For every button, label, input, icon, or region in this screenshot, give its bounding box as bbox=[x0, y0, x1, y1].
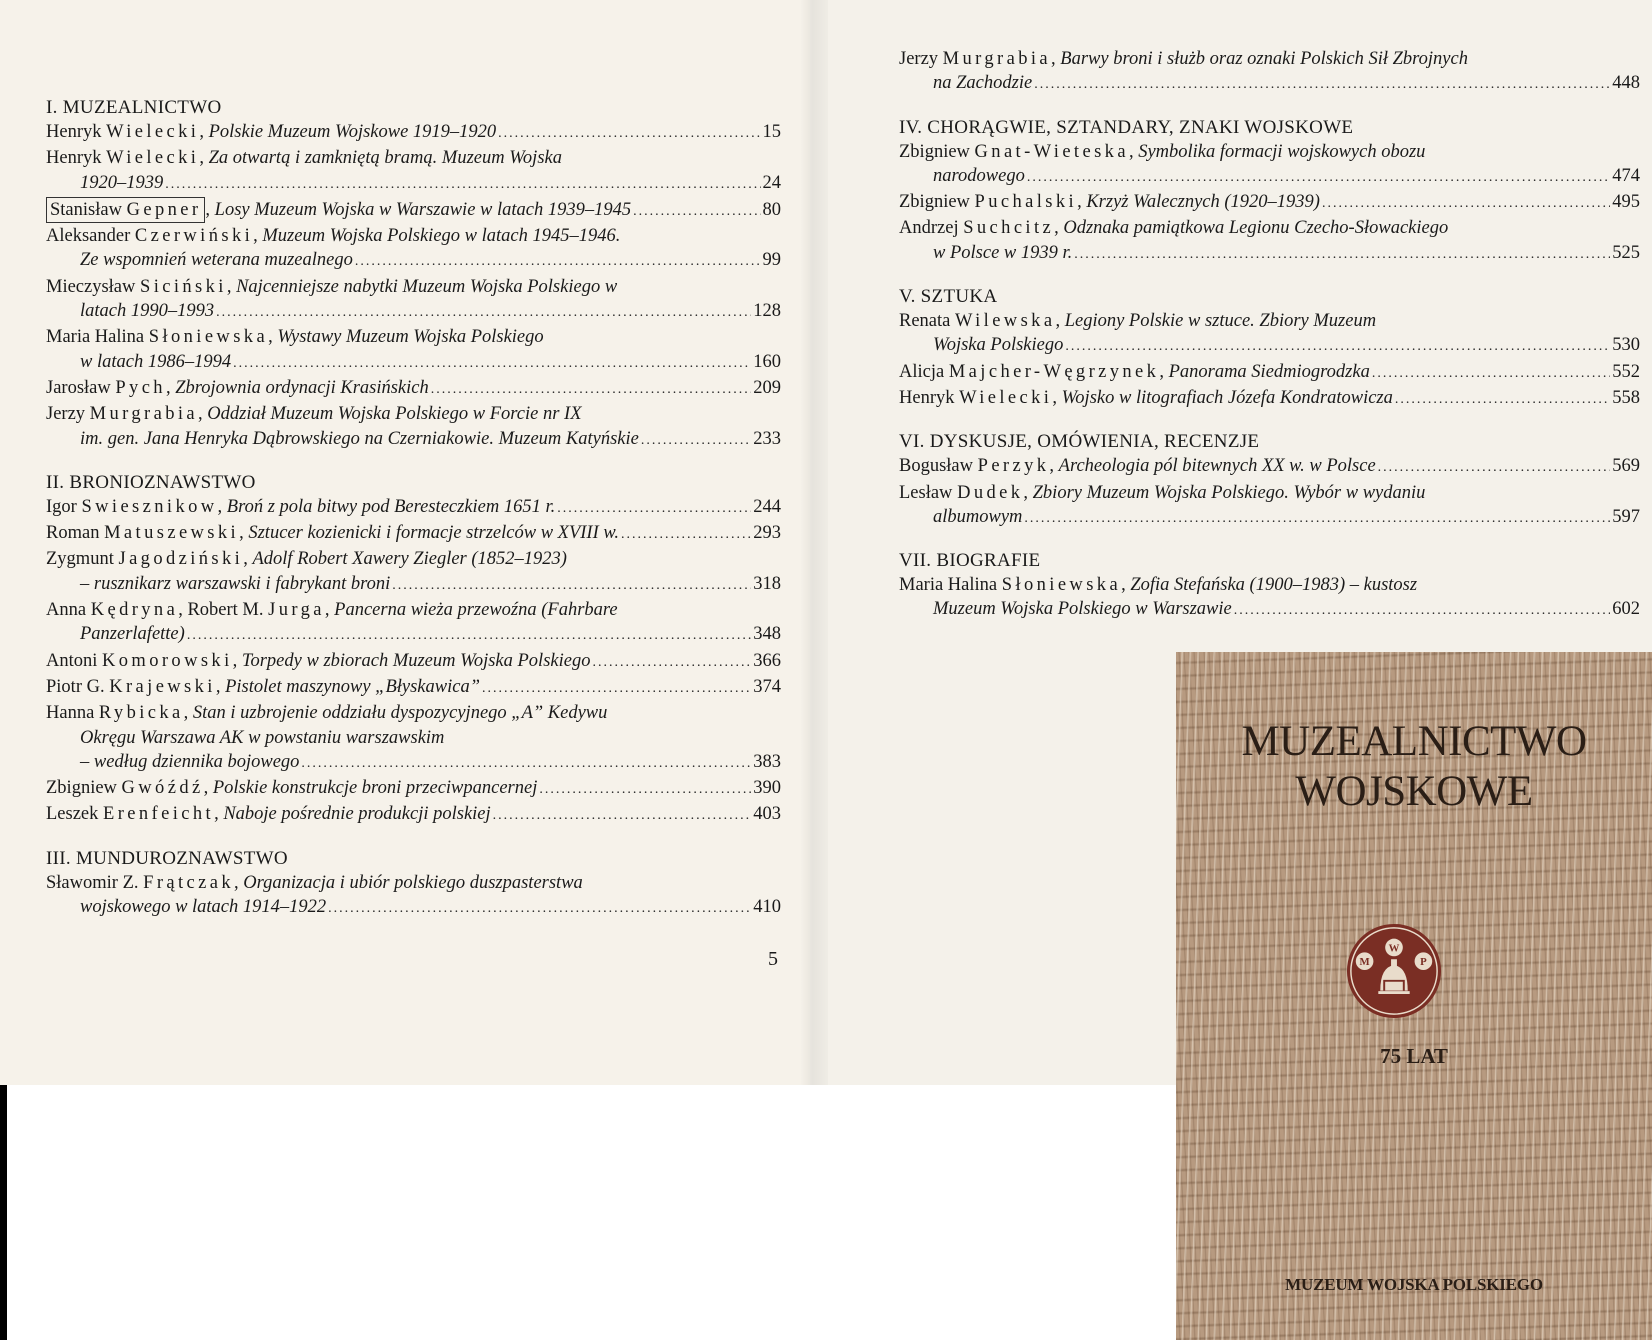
author-first-name: Zbigniew bbox=[899, 192, 970, 213]
entry-title-continued: wojskowego w latach 1914–1922 bbox=[80, 897, 327, 918]
entry-page-number: 597 bbox=[1612, 506, 1640, 527]
author-surname: Gwóźdź bbox=[121, 778, 204, 799]
cover-title-line-1: MUZEALNICTWO bbox=[1241, 718, 1587, 765]
author-first-name: Bogusław bbox=[899, 456, 973, 477]
author-first-name: Henryk bbox=[46, 122, 102, 142]
entry-page-number: 348 bbox=[753, 624, 781, 645]
author-first-name: Zbigniew bbox=[899, 141, 970, 162]
toc-entry-first-line: Zygmunt Jagodziński , Adolf Robert Xawery Ziegler (1852–1923) bbox=[46, 547, 781, 571]
toc-entry-last-line bbox=[46, 248, 781, 274]
leader-dots bbox=[216, 301, 751, 325]
author-name bbox=[46, 776, 204, 800]
entry-title-continued: albumowym bbox=[933, 506, 1023, 527]
leader-dots bbox=[392, 574, 751, 598]
entry-page-number: 530 bbox=[1612, 335, 1640, 356]
entry-page-number: 558 bbox=[1612, 387, 1640, 408]
toc-entry bbox=[46, 701, 781, 776]
author-first-name: Henryk bbox=[46, 148, 102, 169]
leader-dots bbox=[1024, 507, 1610, 531]
toc-entry bbox=[46, 146, 781, 197]
toc-entry-first-line: Leszek Erenfeicht , Naboje pośrednie produkcji polskiej ..... 403 bbox=[46, 802, 781, 828]
author-name bbox=[46, 871, 234, 895]
author-name bbox=[46, 146, 199, 170]
coauthor-first-name: Robert M. bbox=[187, 600, 264, 621]
toc-entry-first-line: Aleksander Czerwiński , Muzeum Wojska Polskiego w latach 1945–1946. bbox=[46, 224, 781, 248]
entry-title: Adolf Robert Xawery Ziegler (1852–1923) bbox=[252, 549, 567, 570]
toc-entry-last-line bbox=[46, 895, 781, 921]
author-first-name: Zygmunt bbox=[46, 549, 114, 570]
toc-entry-first-line: Renata Wilewska , Legiony Polskie w sztuce. Zbiory Muzeum bbox=[899, 309, 1640, 333]
author-name bbox=[46, 275, 227, 299]
author-first-name: Henryk bbox=[899, 387, 955, 408]
author-name bbox=[46, 197, 205, 223]
entry-page-number: 293 bbox=[753, 523, 781, 544]
author-surname: Majcher-Węgrzynek bbox=[948, 361, 1160, 382]
toc-entry-first-line: Andrzej Suchcitz , Odznaka pamiątkowa Legionu Czecho-Słowackiego bbox=[899, 216, 1640, 240]
toc-right-column bbox=[899, 47, 1640, 642]
entry-title: Krzyż Walecznych (1920–1939) bbox=[1086, 192, 1320, 213]
author-name bbox=[899, 216, 1054, 240]
entry-page-number: 80 bbox=[762, 199, 781, 220]
author-first-name: Mieczysław bbox=[46, 276, 136, 297]
section-heading: VII. BIOGRAFIE bbox=[899, 550, 1041, 572]
entry-title-continued: – rusznikarz warszawski i fabrykant broni bbox=[80, 573, 391, 594]
toc-entry-last-line bbox=[899, 333, 1640, 359]
entry-title: Legiony Polskie w sztuce. Zbiory Muzeum bbox=[1064, 311, 1377, 332]
author-surname: Rybicka bbox=[98, 703, 184, 724]
author-first-name: Jerzy bbox=[46, 404, 86, 425]
toc-entry-first-line: Roman Matuszewski , Sztucer kozienicki i formacje strzelców w XVIII w. ..... 293 bbox=[46, 521, 781, 547]
author-name bbox=[899, 454, 1049, 478]
toc-entry-first-line: Sławomir Z. Frątczak , Organizacja i ubiór polskiego duszpasterstwa bbox=[46, 871, 781, 895]
section-heading: II. BRONIOZNAWSTWO bbox=[46, 471, 256, 493]
author-surname: Krajewski bbox=[109, 676, 216, 697]
entry-title: Odznaka pamiątkowa Legionu Czecho-Słowackiego bbox=[1063, 218, 1449, 239]
leader-dots bbox=[187, 624, 751, 648]
toc-entry-first-line: Maria Halina Słoniewska , Wystawy Muzeum Wojska Polskiego bbox=[46, 325, 781, 349]
toc-entry bbox=[46, 402, 781, 453]
blank-area bbox=[7, 1085, 1180, 1340]
toc-entry-last-line bbox=[899, 505, 1640, 531]
author-surname: Erenfeicht bbox=[103, 804, 215, 825]
entry-title: Stan i uzbrojenie oddziału dyspozycyjnego „A” Kedywu bbox=[192, 703, 608, 724]
toc-entry-first-line: Jarosław Pych , Zbrojownia ordynacji Krasińskich ..... 209 bbox=[46, 376, 781, 402]
author-name bbox=[899, 360, 1159, 384]
entry-title-continued: Muzeum Wojska Polskiego w Warszawie bbox=[933, 599, 1232, 620]
author-first-name: Jerzy bbox=[899, 49, 939, 69]
entry-page-number: 374 bbox=[753, 676, 781, 697]
toc-entry-first-line: Lesław Dudek , Zbiory Muzeum Wojska Polskiego. Wybór w wydaniu bbox=[899, 481, 1640, 505]
entry-title: Archeologia pól bitewnych XX w. w Polsce bbox=[1058, 456, 1376, 477]
toc-entry-first-line: Piotr G. Krajewski , Pistolet maszynowy „Błyskawica” ..... 374 bbox=[46, 675, 781, 701]
entry-page-number: 160 bbox=[753, 351, 781, 372]
leader-dots bbox=[1395, 388, 1610, 412]
toc-entry bbox=[899, 454, 1640, 480]
toc-entry bbox=[899, 216, 1640, 267]
toc-entry-last-line bbox=[899, 71, 1640, 97]
toc-entry bbox=[899, 190, 1640, 216]
svg-text:W: W bbox=[1388, 942, 1400, 955]
author-surname: Wilewska bbox=[955, 311, 1056, 332]
author-first-name: Piotr G. bbox=[46, 676, 105, 697]
entry-title: Zbrojownia ordynacji Krasińskich bbox=[175, 377, 429, 398]
toc-entry bbox=[46, 598, 781, 649]
toc-entry bbox=[46, 120, 781, 146]
toc-entry bbox=[46, 325, 781, 376]
author-name bbox=[46, 224, 253, 248]
entry-page-number: 15 bbox=[762, 122, 781, 142]
leader-dots bbox=[1065, 335, 1610, 359]
svg-text:M: M bbox=[1359, 956, 1370, 969]
leader-dots bbox=[633, 200, 760, 224]
toc-entry-first-line: Alicja Majcher-Węgrzynek , Panorama Siedmiogrodzka ..... 552 bbox=[899, 360, 1640, 386]
author-surname: Gepner bbox=[126, 199, 202, 220]
toc-entry-first-line: Zbigniew Puchalski , Krzyż Walecznych (1920–1939) ..... 495 bbox=[899, 190, 1640, 216]
entry-page-number: 383 bbox=[753, 751, 781, 772]
leader-dots bbox=[1074, 243, 1610, 267]
toc-entry-first-line: Jerzy Murgrabia , Barwy broni i służb oraz oznaki Polskich Sił Zbrojnych bbox=[899, 47, 1640, 71]
entry-title: Naboje pośrednie produkcji polskiej bbox=[223, 804, 491, 825]
entry-title: Polskie konstrukcje broni przeciwpancernej bbox=[212, 778, 538, 799]
toc-entry bbox=[46, 224, 781, 275]
author-surname: Frątczak bbox=[143, 872, 235, 893]
author-name bbox=[46, 325, 268, 349]
author-surname: Perzyk bbox=[977, 456, 1050, 477]
author-first-name: Maria Halina bbox=[46, 327, 145, 348]
toc-section bbox=[46, 471, 781, 829]
toc-entry-first-line: Anna Kędryna , Robert M. Jurga , Pancerna wieża przewoźna (Fahrbare bbox=[46, 598, 781, 622]
toc-entry bbox=[899, 386, 1640, 412]
section-heading: V. SZTUKA bbox=[899, 286, 998, 308]
toc-entry-first-line: Mieczysław Siciński , Najcenniejsze nabytki Muzeum Wojska Polskiego w bbox=[46, 275, 781, 299]
book-cover bbox=[1176, 652, 1652, 1340]
entry-title-continued: Wojska Polskiego bbox=[933, 335, 1064, 356]
toc-section bbox=[899, 47, 1640, 98]
entry-title-continued: na Zachodzie bbox=[933, 73, 1033, 94]
cover-title bbox=[1176, 717, 1652, 817]
book-gutter bbox=[800, 0, 828, 1085]
leader-dots bbox=[592, 651, 751, 675]
leader-dots bbox=[539, 778, 751, 802]
leader-dots bbox=[493, 804, 752, 828]
entry-title-continued: – według dziennika bojowego bbox=[80, 751, 300, 772]
toc-entry bbox=[899, 360, 1640, 386]
leader-dots bbox=[328, 897, 751, 921]
entry-page-number: 495 bbox=[1612, 192, 1640, 213]
entry-page-number: 474 bbox=[1612, 165, 1640, 186]
entry-page-number: 209 bbox=[753, 377, 781, 398]
page-number: 5 bbox=[768, 948, 778, 970]
toc-entry-first-line: Bogusław Perzyk , Archeologia pól bitewnych XX w. w Polsce ..... 569 bbox=[899, 454, 1640, 480]
author-name bbox=[899, 140, 1129, 164]
svg-text:P: P bbox=[1420, 956, 1427, 969]
author-surname: Dudek bbox=[957, 482, 1024, 503]
author-first-name: Hanna bbox=[46, 703, 95, 724]
entry-title: Pistolet maszynowy „Błyskawica” bbox=[225, 676, 480, 697]
entry-page-number: 448 bbox=[1612, 73, 1640, 94]
toc-entry-last-line bbox=[46, 171, 781, 197]
author-surname: Komorowski bbox=[102, 650, 233, 671]
author-name bbox=[46, 495, 218, 519]
leader-dots bbox=[1234, 599, 1611, 623]
author-name bbox=[899, 47, 1051, 71]
toc-entry bbox=[46, 275, 781, 326]
entry-title-continued: Panzerlafette) bbox=[80, 624, 185, 645]
entry-title: Muzeum Wojska Polskiego w latach 1945–1946. bbox=[262, 226, 621, 247]
entry-page-number: 99 bbox=[762, 250, 781, 271]
entry-title: Symbolika formacji wojskowych obozu bbox=[1138, 141, 1426, 162]
entry-title: Oddział Muzeum Wojska Polskiego w Forcie nr IX bbox=[207, 404, 582, 425]
entry-title: Polskie Muzeum Wojskowe 1919–1920 bbox=[208, 122, 497, 142]
toc-entry-first-line: Antoni Komorowski , Torpedy w zbiorach Muzeum Wojska Polskiego ..... 366 bbox=[46, 649, 781, 675]
author-name bbox=[46, 547, 243, 571]
section-heading: I. MUZEALNICTWO bbox=[46, 97, 222, 118]
author-name bbox=[46, 701, 184, 725]
entry-title: Panorama Siedmiogrodzka bbox=[1168, 361, 1370, 382]
entry-page-number: 244 bbox=[753, 496, 781, 517]
toc-entry bbox=[46, 376, 781, 402]
author-surname: Swiesznikow bbox=[81, 496, 218, 517]
entry-page-number: 233 bbox=[753, 428, 781, 449]
section-heading: III. MUNDUROZNAWSTWO bbox=[46, 847, 288, 869]
author-surname: Siciński bbox=[140, 276, 227, 297]
author-name bbox=[46, 802, 214, 826]
coauthor-surname: Jurga bbox=[268, 600, 325, 621]
leader-dots bbox=[621, 523, 751, 547]
entry-page-number: 318 bbox=[753, 573, 781, 594]
author-surname: Suchcitz bbox=[963, 218, 1055, 239]
author-first-name: Maria Halina bbox=[899, 575, 998, 596]
toc-entry bbox=[899, 47, 1640, 98]
toc-entry-first-line: Henryk Wielecki , Wojsko w litografiach Józefa Kondratowicza ..... 558 bbox=[899, 386, 1640, 412]
toc-entry bbox=[46, 675, 781, 701]
author-name bbox=[46, 376, 166, 400]
entry-title: Zbiory Muzeum Wojska Polskiego. Wybór w wydaniu bbox=[1032, 482, 1426, 503]
toc-entry bbox=[899, 140, 1640, 191]
entry-title: Wystawy Muzeum Wojska Polskiego bbox=[277, 327, 544, 348]
leader-dots bbox=[233, 352, 751, 376]
toc-section bbox=[899, 430, 1640, 531]
toc-entry bbox=[46, 521, 781, 547]
leader-dots bbox=[482, 677, 751, 701]
toc-entry-last-line bbox=[46, 427, 781, 453]
author-surname: Puchalski bbox=[974, 192, 1078, 213]
entry-title: Broń z pola bitwy pod Beresteczkiem 1651 r. bbox=[226, 496, 556, 517]
author-name bbox=[899, 481, 1023, 505]
entry-title: Wojsko w litografiach Józefa Kondratowicza bbox=[1061, 387, 1393, 408]
leader-dots bbox=[431, 378, 752, 402]
toc-entry bbox=[46, 495, 781, 521]
leader-dots bbox=[641, 429, 751, 453]
toc-left-column bbox=[46, 96, 781, 939]
toc-entry-last-line bbox=[46, 350, 781, 376]
toc-entry-last-line bbox=[899, 241, 1640, 267]
toc-entry-first-line: Stanisław Gepner , Losy Muzeum Wojska w Warszawie w latach 1939–1945 ..... 80 bbox=[46, 197, 781, 224]
entry-title-continued: w latach 1986–1994 bbox=[80, 351, 232, 372]
toc-entry-first-line: Zbigniew Gwóźdź , Polskie konstrukcje broni przeciwpancernej ..... 390 bbox=[46, 776, 781, 802]
author-first-name: Alicja bbox=[899, 361, 945, 382]
entry-page-number: 410 bbox=[753, 897, 781, 918]
toc-entry bbox=[46, 197, 781, 224]
author-surname: Jagodziński bbox=[118, 549, 244, 570]
entry-title: Torpedy w zbiorach Muzeum Wojska Polskiego bbox=[241, 650, 591, 671]
author-name bbox=[46, 402, 198, 426]
toc-section bbox=[899, 285, 1640, 412]
toc-entry bbox=[899, 573, 1640, 624]
leader-dots bbox=[1034, 73, 1610, 97]
toc-entry-first-line: Henryk Wielecki , Polskie Muzeum Wojskowe 1919–1920 ..... 15 bbox=[46, 120, 781, 146]
author-name bbox=[899, 386, 1052, 410]
toc-entry-first-line: Hanna Rybicka , Stan i uzbrojenie oddziału dyspozycyjnego „A” Kedywu bbox=[46, 701, 781, 725]
toc-entry-last-line bbox=[46, 299, 781, 325]
toc-entry-last-line bbox=[46, 622, 781, 648]
author-first-name: Jarosław bbox=[46, 377, 111, 398]
leader-dots bbox=[557, 497, 751, 521]
entry-page-number: 569 bbox=[1612, 456, 1640, 477]
author-first-name: Leszek bbox=[46, 804, 99, 825]
entry-page-number: 366 bbox=[753, 650, 781, 671]
author-name bbox=[46, 598, 178, 622]
toc-entry bbox=[46, 802, 781, 828]
entry-title: Sztucer kozienicki i formacje strzelców w XVIII w. bbox=[248, 523, 619, 544]
leader-dots bbox=[1322, 192, 1610, 216]
entry-page-number: 24 bbox=[762, 172, 781, 193]
museum-emblem-icon bbox=[1345, 922, 1443, 1020]
section-heading: IV. CHORĄGWIE, SZTANDARY, ZNAKI WOJSKOWE bbox=[899, 116, 1354, 138]
toc-section bbox=[46, 96, 781, 453]
entry-title-continued: 1920–1939 bbox=[80, 172, 164, 193]
entry-title: Zofia Stefańska (1900–1983) – kustosz bbox=[1130, 575, 1418, 596]
entry-page-number: 552 bbox=[1612, 361, 1640, 382]
toc-entry bbox=[46, 871, 781, 922]
author-surname: Kędryna bbox=[90, 600, 179, 621]
leader-dots bbox=[355, 250, 761, 274]
cover-anniversary-label: 75 LAT bbox=[1380, 1044, 1448, 1068]
author-surname: Murgrabia bbox=[89, 404, 199, 425]
toc-entry-first-line: Jerzy Murgrabia , Oddział Muzeum Wojska Polskiego w Forcie nr IX bbox=[46, 402, 781, 426]
toc-entry-first-line: Henryk Wielecki , Za otwartą i zamkniętą bramą. Muzeum Wojska bbox=[46, 146, 781, 170]
entry-page-number: 525 bbox=[1612, 242, 1640, 263]
cover-publisher: MUZEUM WOJSKA POLSKIEGO bbox=[1285, 1275, 1543, 1294]
author-first-name: Zbigniew bbox=[46, 778, 117, 799]
author-surname: Pych bbox=[115, 377, 166, 398]
author-name bbox=[899, 190, 1077, 214]
toc-section bbox=[46, 847, 781, 922]
author-surname: Wielecki bbox=[959, 387, 1053, 408]
author-surname: Słoniewska bbox=[148, 327, 269, 348]
entry-page-number: 390 bbox=[753, 778, 781, 799]
leader-dots bbox=[1372, 362, 1610, 386]
entry-title: Pancerna wieża przewoźna (Fahrbare bbox=[334, 600, 618, 621]
entry-title-continued: latach 1990–1993 bbox=[80, 301, 215, 322]
author-surname: Matuszewski bbox=[104, 523, 240, 544]
toc-entry bbox=[899, 481, 1640, 532]
author-first-name: Antoni bbox=[46, 650, 98, 671]
author-surname: Czerwiński bbox=[134, 226, 254, 247]
entry-title-continued: narodowego bbox=[933, 165, 1025, 186]
toc-entry-last-line bbox=[899, 597, 1640, 623]
author-surname: Wielecki bbox=[106, 122, 200, 142]
author-surname: Wielecki bbox=[106, 148, 200, 169]
author-surname: Gnat-Wieteska bbox=[974, 141, 1129, 162]
toc-entry bbox=[46, 547, 781, 598]
author-first-name: Anna bbox=[46, 600, 87, 621]
entry-title-continued: Okręgu Warszawa AK w powstaniu warszawskim bbox=[80, 727, 445, 748]
toc-section bbox=[899, 116, 1640, 267]
author-surname: Słoniewska bbox=[1001, 575, 1122, 596]
author-first-name: Roman bbox=[46, 523, 100, 544]
toc-entry-last-line bbox=[46, 572, 781, 598]
author-first-name: Andrzej bbox=[899, 218, 959, 239]
entry-title: Najcenniejsze nabytki Muzeum Wojska Polskiego w bbox=[236, 276, 618, 297]
section-heading: VI. DYSKUSJE, OMÓWIENIA, RECENZJE bbox=[899, 431, 1260, 453]
entry-title-continued: Ze wspomnień weterana muzealnego bbox=[80, 250, 353, 271]
entry-page-number: 128 bbox=[753, 301, 781, 322]
author-name bbox=[899, 573, 1121, 597]
author-name bbox=[899, 309, 1055, 333]
leader-dots bbox=[498, 122, 760, 146]
entry-page-number: 602 bbox=[1612, 599, 1640, 620]
author-name bbox=[46, 649, 233, 673]
toc-entry-last-line bbox=[899, 164, 1640, 190]
author-first-name: Stanisław bbox=[50, 199, 122, 220]
entry-title: Organizacja i ubiór polskiego duszpasterstwa bbox=[243, 872, 583, 893]
author-first-name: Aleksander bbox=[46, 226, 131, 247]
toc-entry-continuation bbox=[46, 726, 781, 750]
author-surname: Murgrabia bbox=[942, 49, 1052, 69]
toc-entry bbox=[46, 649, 781, 675]
author-first-name: Renata bbox=[899, 311, 951, 332]
cover-title-line-2: WOJSKOWE bbox=[1295, 768, 1533, 815]
toc-entry-last-line bbox=[46, 750, 781, 776]
toc-entry-first-line: Igor Swiesznikow , Broń z pola bitwy pod Beresteczkiem 1651 r. ..... 244 bbox=[46, 495, 781, 521]
toc-entry bbox=[899, 309, 1640, 360]
leader-dots bbox=[301, 752, 751, 776]
entry-title: Za otwartą i zamkniętą bramą. Muzeum Wojska bbox=[208, 148, 562, 169]
author-name bbox=[46, 521, 239, 545]
entry-title-continued: im. gen. Jana Henryka Dąbrowskiego na Czerniakowie. Muzeum Katyńskie bbox=[80, 428, 639, 449]
toc-section bbox=[899, 549, 1640, 624]
leader-dots bbox=[1027, 166, 1610, 190]
author-name bbox=[46, 675, 216, 699]
author-first-name: Lesław bbox=[899, 482, 953, 503]
toc-entry-first-line: Maria Halina Słoniewska , Zofia Stefańska (1900–1983) – kustosz bbox=[899, 573, 1640, 597]
leader-dots bbox=[165, 173, 760, 197]
leader-dots bbox=[1378, 456, 1611, 480]
entry-title-continued: w Polsce w 1939 r. bbox=[933, 242, 1073, 263]
author-name bbox=[46, 120, 199, 144]
author-first-name: Sławomir Z. bbox=[46, 872, 139, 893]
entry-title: Losy Muzeum Wojska w Warszawie w latach 1939–1945 bbox=[214, 199, 632, 220]
toc-entry-first-line: Zbigniew Gnat-Wieteska , Symbolika formacji wojskowych obozu bbox=[899, 140, 1640, 164]
author-first-name: Igor bbox=[46, 496, 77, 517]
toc-entry bbox=[46, 776, 781, 802]
entry-page-number: 403 bbox=[753, 804, 781, 825]
entry-title: Barwy broni i służb oraz oznaki Polskich Sił Zbrojnych bbox=[1060, 49, 1468, 69]
